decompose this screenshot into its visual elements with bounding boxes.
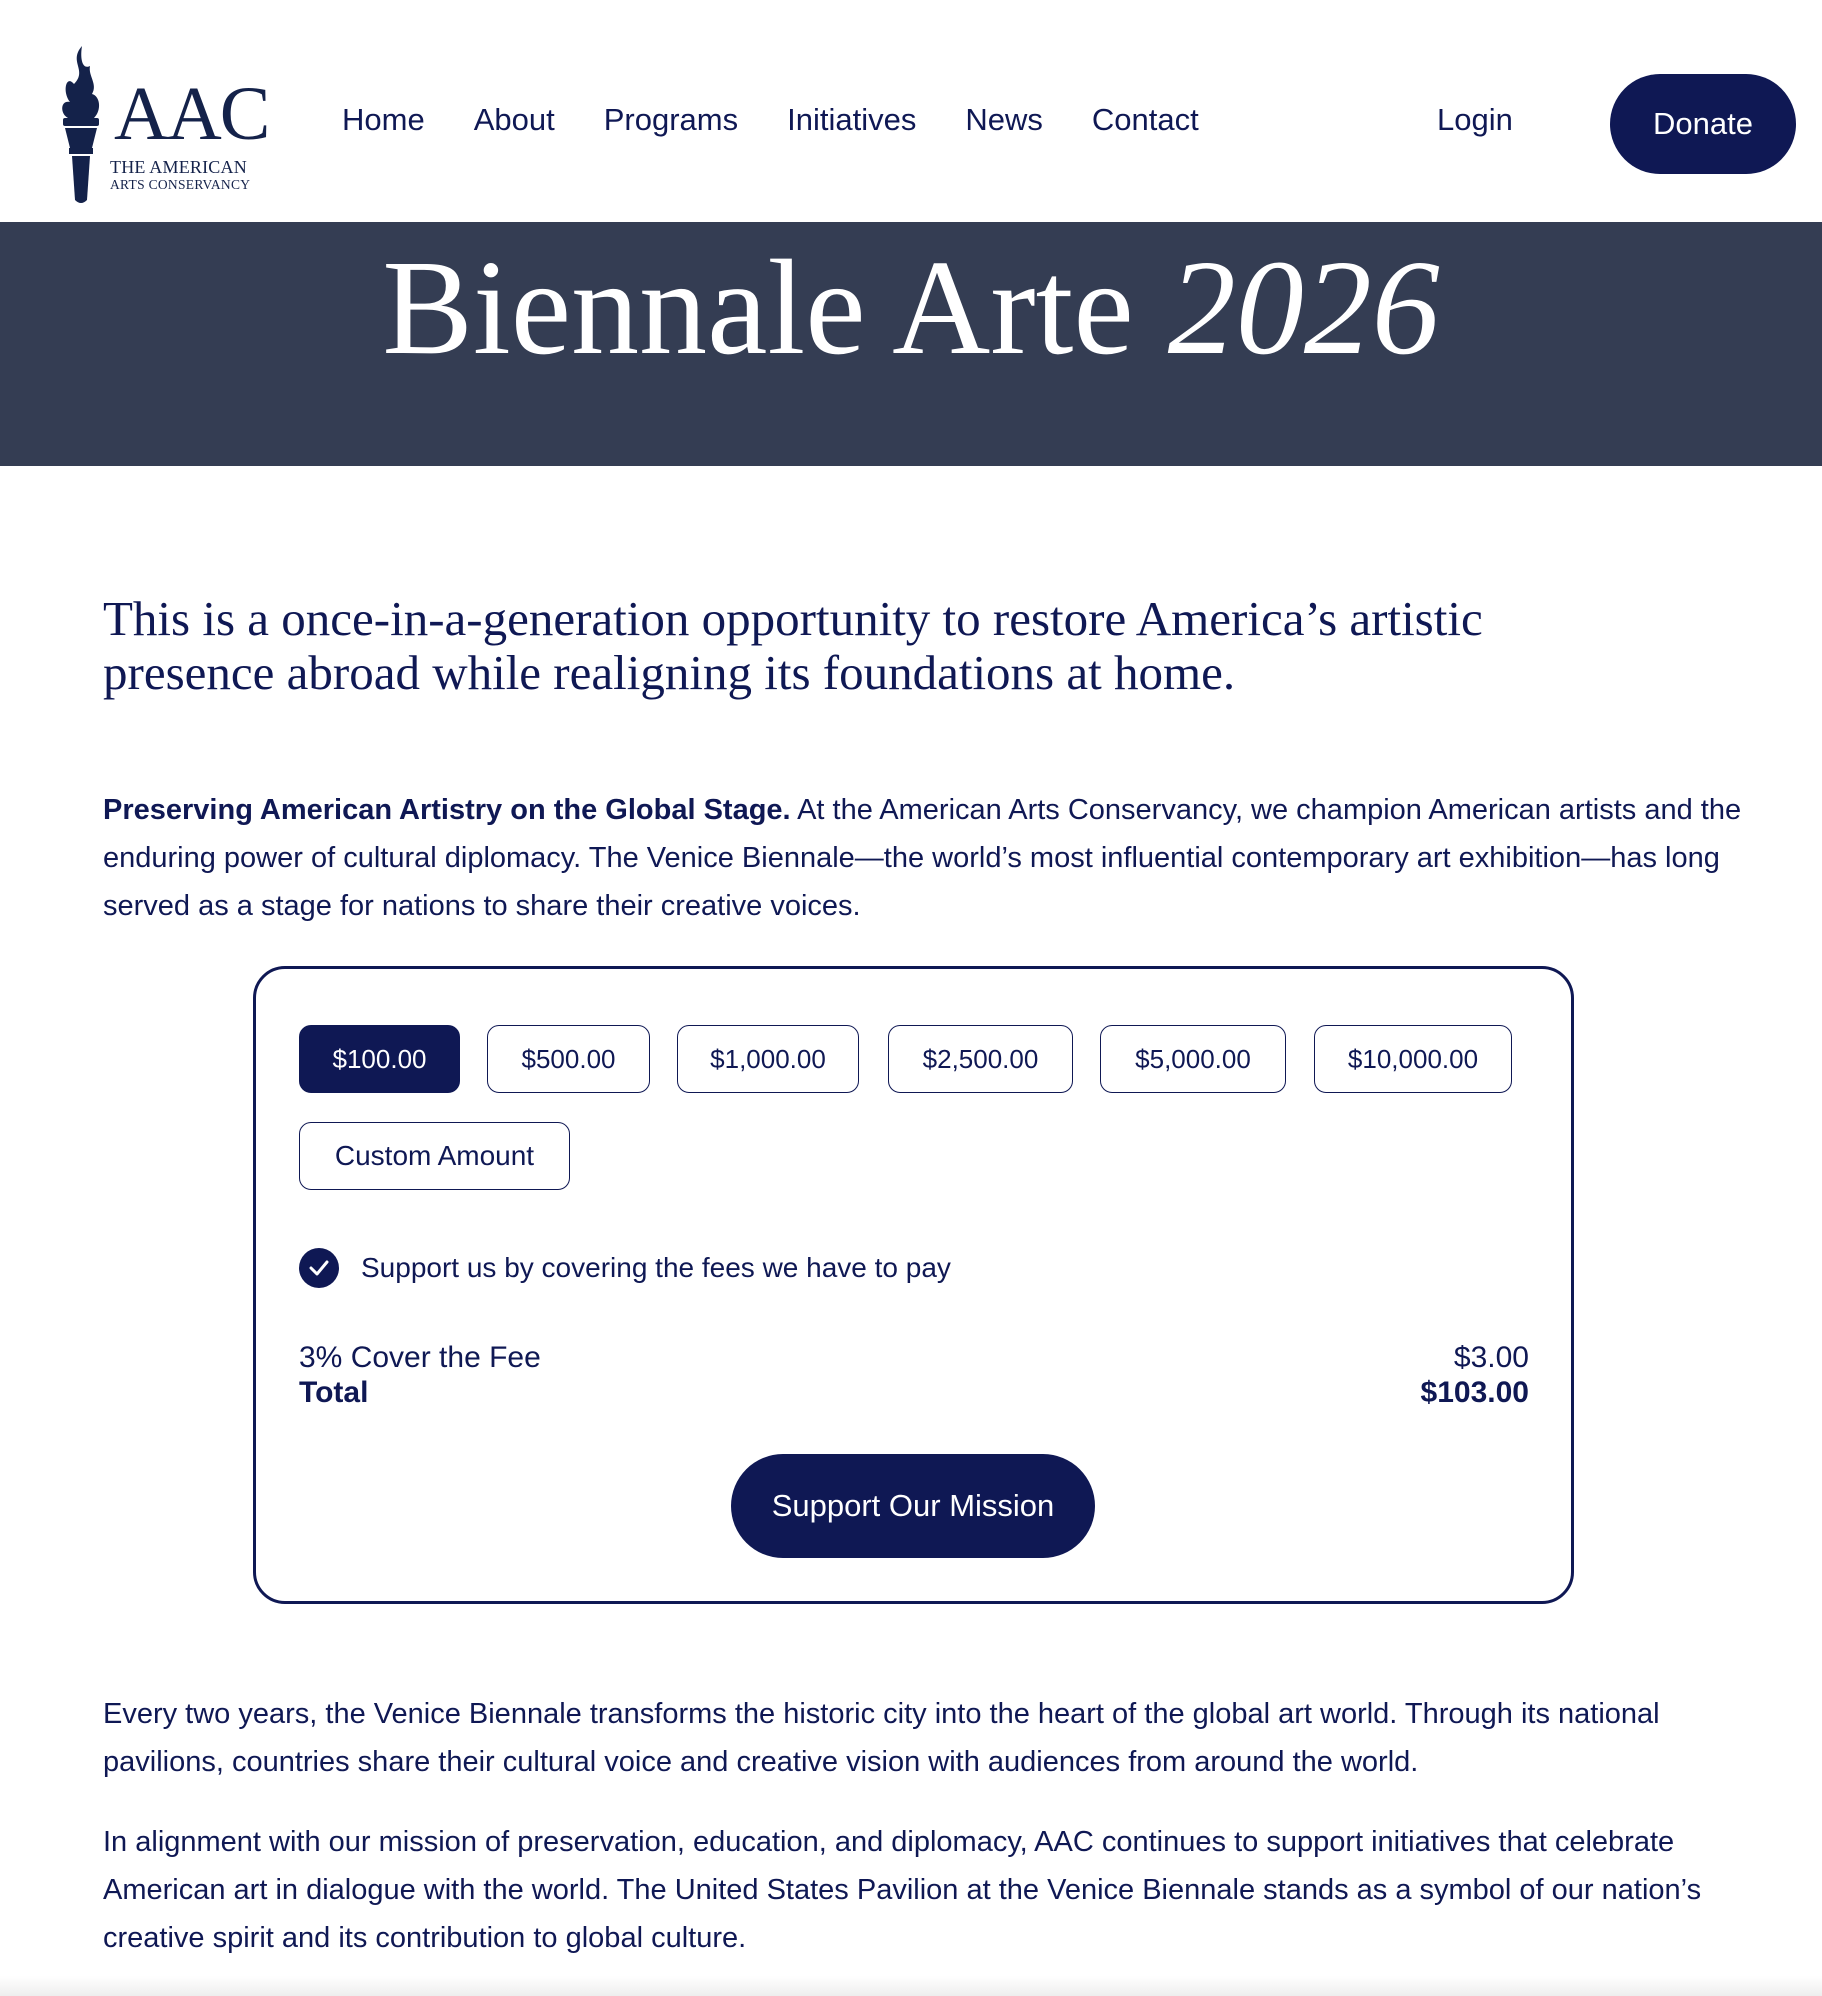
nav-initiatives[interactable]: Initiatives <box>787 102 917 137</box>
logo-line-1: THE AMERICAN <box>110 157 247 177</box>
main-nav <box>342 102 1248 138</box>
donation-form <box>253 966 1574 1604</box>
amount-option-100[interactable]: $100.00 <box>299 1025 460 1093</box>
nav-about[interactable]: About <box>473 102 555 137</box>
support-mission-button[interactable]: Support Our Mission <box>731 1454 1095 1558</box>
intro-paragraph <box>103 786 1743 930</box>
nav-contact[interactable]: Contact <box>1091 102 1199 137</box>
page-title <box>0 230 1822 386</box>
cover-fee-option[interactable] <box>299 1248 951 1288</box>
fee-value: $3.00 <box>1453 1341 1529 1374</box>
total-label: Total <box>299 1376 369 1409</box>
body-paragraph-2: Every two years, the Venice Biennale transforms the historic city into the heart of the global art world. Through its national pavilions, countries share their cultural voice and creative vision with audiences from around the world. <box>103 1698 1660 1778</box>
amount-option-5000[interactable]: $5,000.00 <box>1100 1025 1286 1093</box>
aac-logo[interactable] <box>58 44 278 204</box>
nav-home[interactable]: Home <box>342 102 425 137</box>
total-value: $103.00 <box>1420 1376 1529 1409</box>
amount-option-1000[interactable]: $1,000.00 <box>677 1025 859 1093</box>
page-title-year: 2026 <box>1167 233 1440 383</box>
torch-icon <box>58 44 104 204</box>
site-header <box>0 0 1822 222</box>
logo-line-2: ARTS CONSERVANCY <box>110 177 251 192</box>
cover-fee-checkbox[interactable] <box>299 1248 339 1288</box>
intro-text: At the American Arts Conservancy, we champion American artists and the enduring power of cultural diplomacy. The Venice Biennale—the world’s most influential contemporary art exhibition—has long served as a stage for nations to share their creative voices. <box>103 794 1742 922</box>
lead-statement: This is a once-in-a-generation opportunity to restore America’s artistic presence abroad while realigning its foundations at home. <box>103 591 1483 700</box>
body-paragraph-3: In alignment with our mission of preservation, education, and diplomacy, AAC continues to support initiatives that celebrate American art in dialogue with the world. The United States Pavilion at the Venice Biennale stands as a symbol of our nation’s creative spirit and its contribution to global culture. <box>103 1826 1702 1954</box>
amount-option-2500[interactable]: $2,500.00 <box>888 1025 1073 1093</box>
custom-amount-button[interactable]: Custom Amount <box>299 1122 570 1190</box>
hero-banner <box>0 222 1822 466</box>
nav-news[interactable]: News <box>965 102 1043 137</box>
checkmark-icon <box>308 1257 330 1279</box>
login-link[interactable]: Login <box>1437 102 1513 137</box>
amount-option-500[interactable]: $500.00 <box>487 1025 650 1093</box>
nav-programs[interactable]: Programs <box>603 102 739 137</box>
page-title-main: Biennale Arte <box>382 233 1134 383</box>
donate-button[interactable]: Donate <box>1610 74 1796 174</box>
fee-label: 3% Cover the Fee <box>299 1341 541 1374</box>
intro-heading: Preserving American Artistry on the Global Stage. <box>103 794 791 826</box>
cover-fee-label: Support us by covering the fees we have to pay <box>361 1252 951 1283</box>
page-bottom-edge <box>0 1976 1822 1996</box>
amount-option-10000[interactable]: $10,000.00 <box>1314 1025 1512 1093</box>
logo-mark: AAC <box>114 72 269 156</box>
